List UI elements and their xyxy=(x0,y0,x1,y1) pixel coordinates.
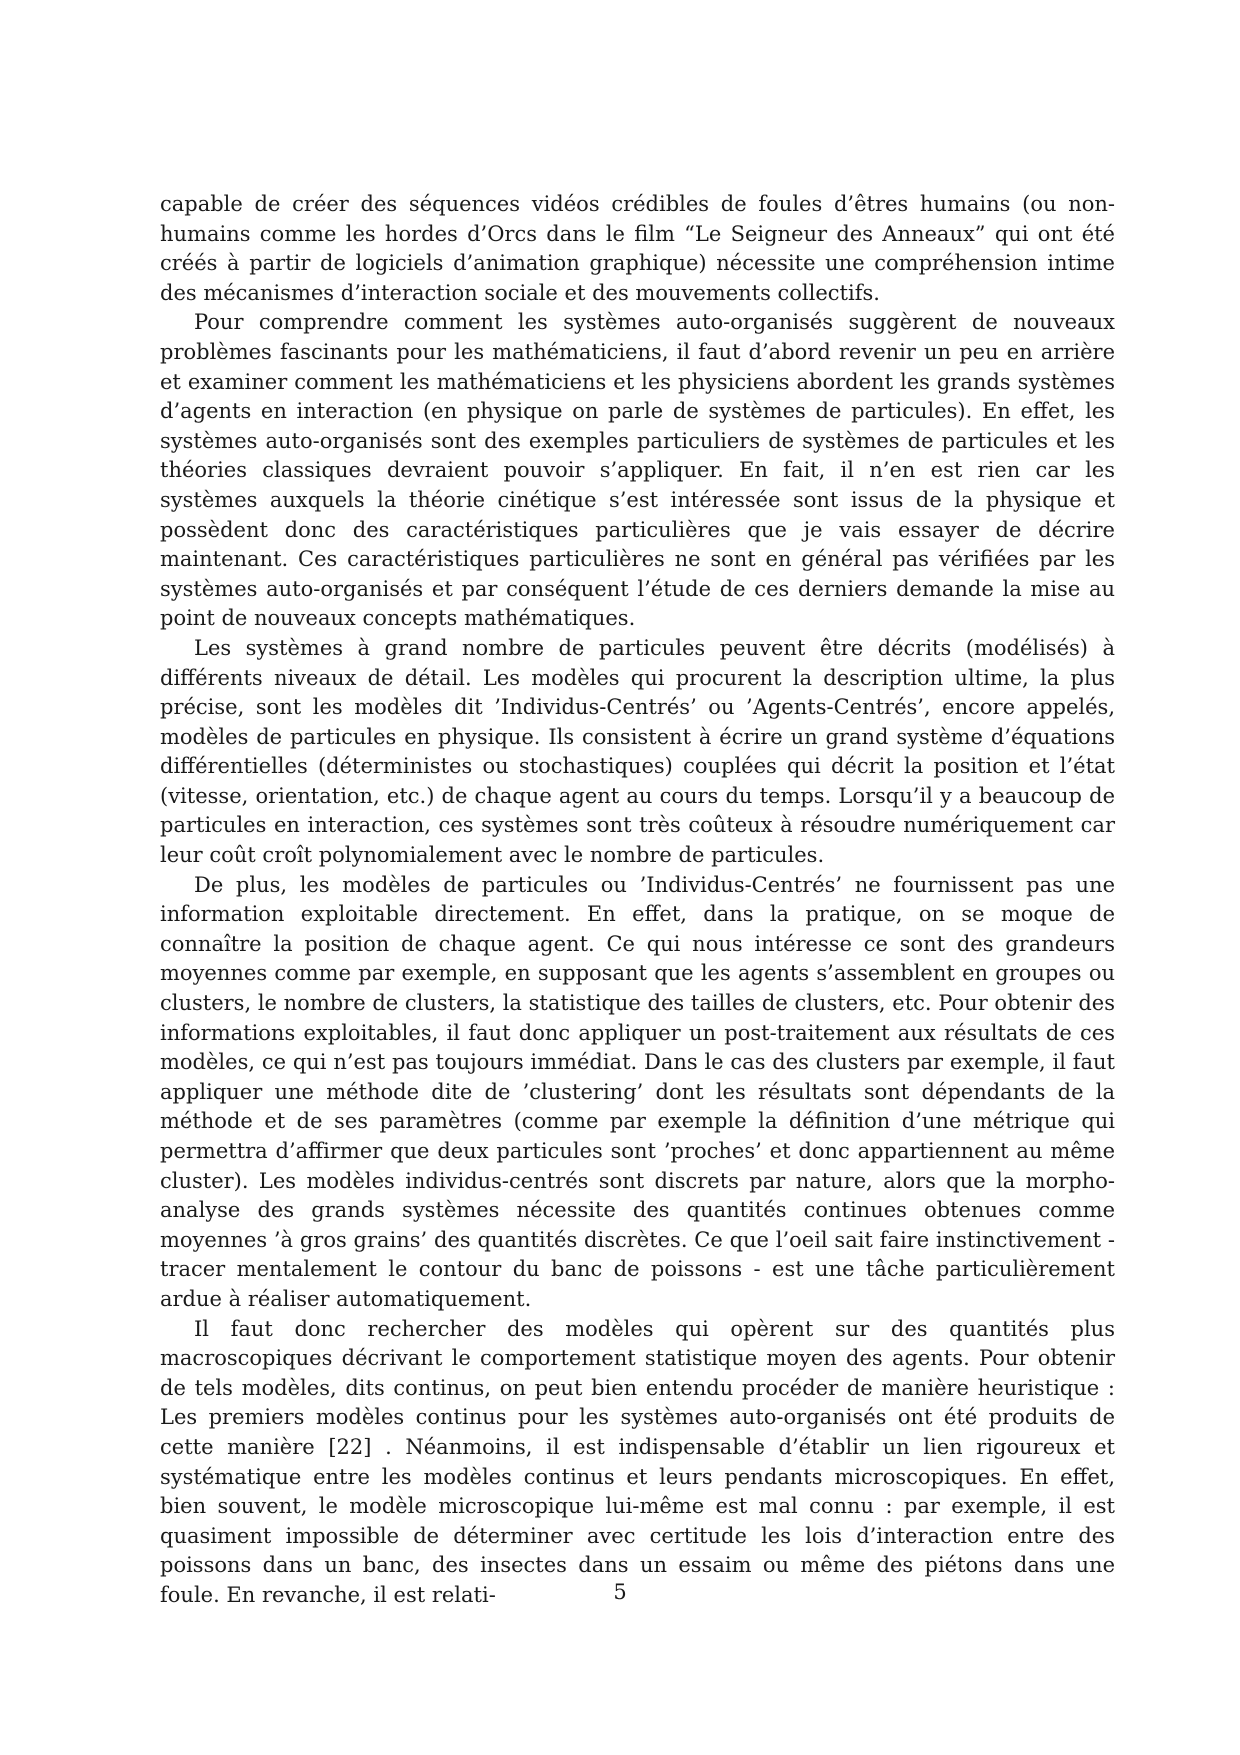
page-number: 5 xyxy=(613,1580,627,1604)
paragraph-self-organized-systems: Pour comprendre comment les systèmes auto-organisés suggèrent de nouveaux problèmes fascinants pour les mathématiciens, il faut d’abord revenir un peu en arrière et examiner comment les mathématiciens et les physiciens abordent les grands systèmes d’agents en interaction (en physique on parle de systèmes de particules). En effet, les systèmes auto-organisés sont des exemples particuliers de systèmes de particules et les théories classiques devraient pouvoir s’appliquer. En fait, il n’en est rien car les systèmes auxquels la théorie cinétique s’est intéressée sont issus de la physique et possèdent donc des caractéristiques particulières que je vais essayer de décrire maintenant. Ces caractéristiques particulières ne sont en général pas vérifiées par les systèmes auto-organisés et par conséquent l’étude de ces derniers demande la mise au point de nouveaux concepts mathématiques. xyxy=(160,310,1115,631)
paragraph-individual-based-models: Les systèmes à grand nombre de particules peuvent être décrits (modélisés) à différents niveaux de détail. Les modèles qui procurent la description ultime, la plus précise, sont les modèles dit ’Individus-Centrés’ ou ’Agents-Centrés’, encore appelés, modèles de particules en physique. Ils consistent à écrire un grand système d’équations différentielles (déterministes ou stochastiques) couplées qui décrit la position et l’état (vitesse, orientation, etc.) de chaque agent au cours du temps. Lorsqu’il y a beaucoup de particules en interaction, ces systèmes sont très coûteux à résoudre numériquement car leur coût croît polynomialement avec le nombre de particules. xyxy=(160,635,1115,868)
page-body xyxy=(160,190,1115,1611)
paragraph-continuous-models: Il faut donc rechercher des modèles qui opèrent sur des quantités plus macroscopiques décrivant le comportement statistique moyen des agents. Pour obtenir de tels modèles, dits continus, on peut bien entendu procéder de manière heuristique : Les premiers modèles continus pour les systèmes auto-organisés ont été produits de cette manière [22] . Néanmoins, il est indispensable d’établir un lien rigoureux et systématique entre les modèles continus et leurs pendants microscopiques. En effet, bien souvent, le modèle microscopique lui-même est mal connu : par exemple, il est quasiment impossible de déterminer avec certitude les lois d’interaction entre des poissons dans un banc, des insectes dans un essaim ou même des piétons dans une foule. En revanche, il est relati- xyxy=(160,1316,1115,1607)
paragraph-post-processing: De plus, les modèles de particules ou ’Individus-Centrés’ ne fournissent pas une information exploitable directement. En effet, dans la pratique, on se moque de connaître la position de chaque agent. Ce qui nous intéresse ce sont des grandeurs moyennes comme par exemple, en supposant que les agents s’assemblent en groupes ou clusters, le nombre de clusters, la statistique des tailles de clusters, etc. Pour obtenir des informations exploitables, il faut donc appliquer un post-traitement aux résultats de ces modèles, ce qui n’est pas toujours immédiat. Dans le cas des clusters par exemple, il faut appliquer une méthode dite de ’clustering’ dont les résultats sont dépendants de la méthode et de ses paramètres (comme par exemple la définition d’une métrique qui permettra d’affirmer que deux particules sont ’proches’ et donc appartiennent au même cluster). Les modèles individus-centrés sont discrets par nature, alors que la morpho-analyse des grands systèmes nécessite des quantités continues obtenues comme moyennes ’à gros grains’ des quantités discrètes. Ce que l’oeil sait faire instinctivement - tracer mentalement le contour du banc de poissons - est une tâche particulièrement ardue à réaliser automatiquement. xyxy=(160,872,1115,1311)
paragraph-continuation: capable de créer des séquences vidéos crédibles de foules d’êtres humains (ou non-humains comme les hordes d’Orcs dans le film “Le Seigneur des Anneaux” qui ont été créés à partir de logiciels d’animation graphique) nécessite une compréhension intime des mécanismes d’interaction sociale et des mouvements collectifs. xyxy=(160,192,1115,305)
